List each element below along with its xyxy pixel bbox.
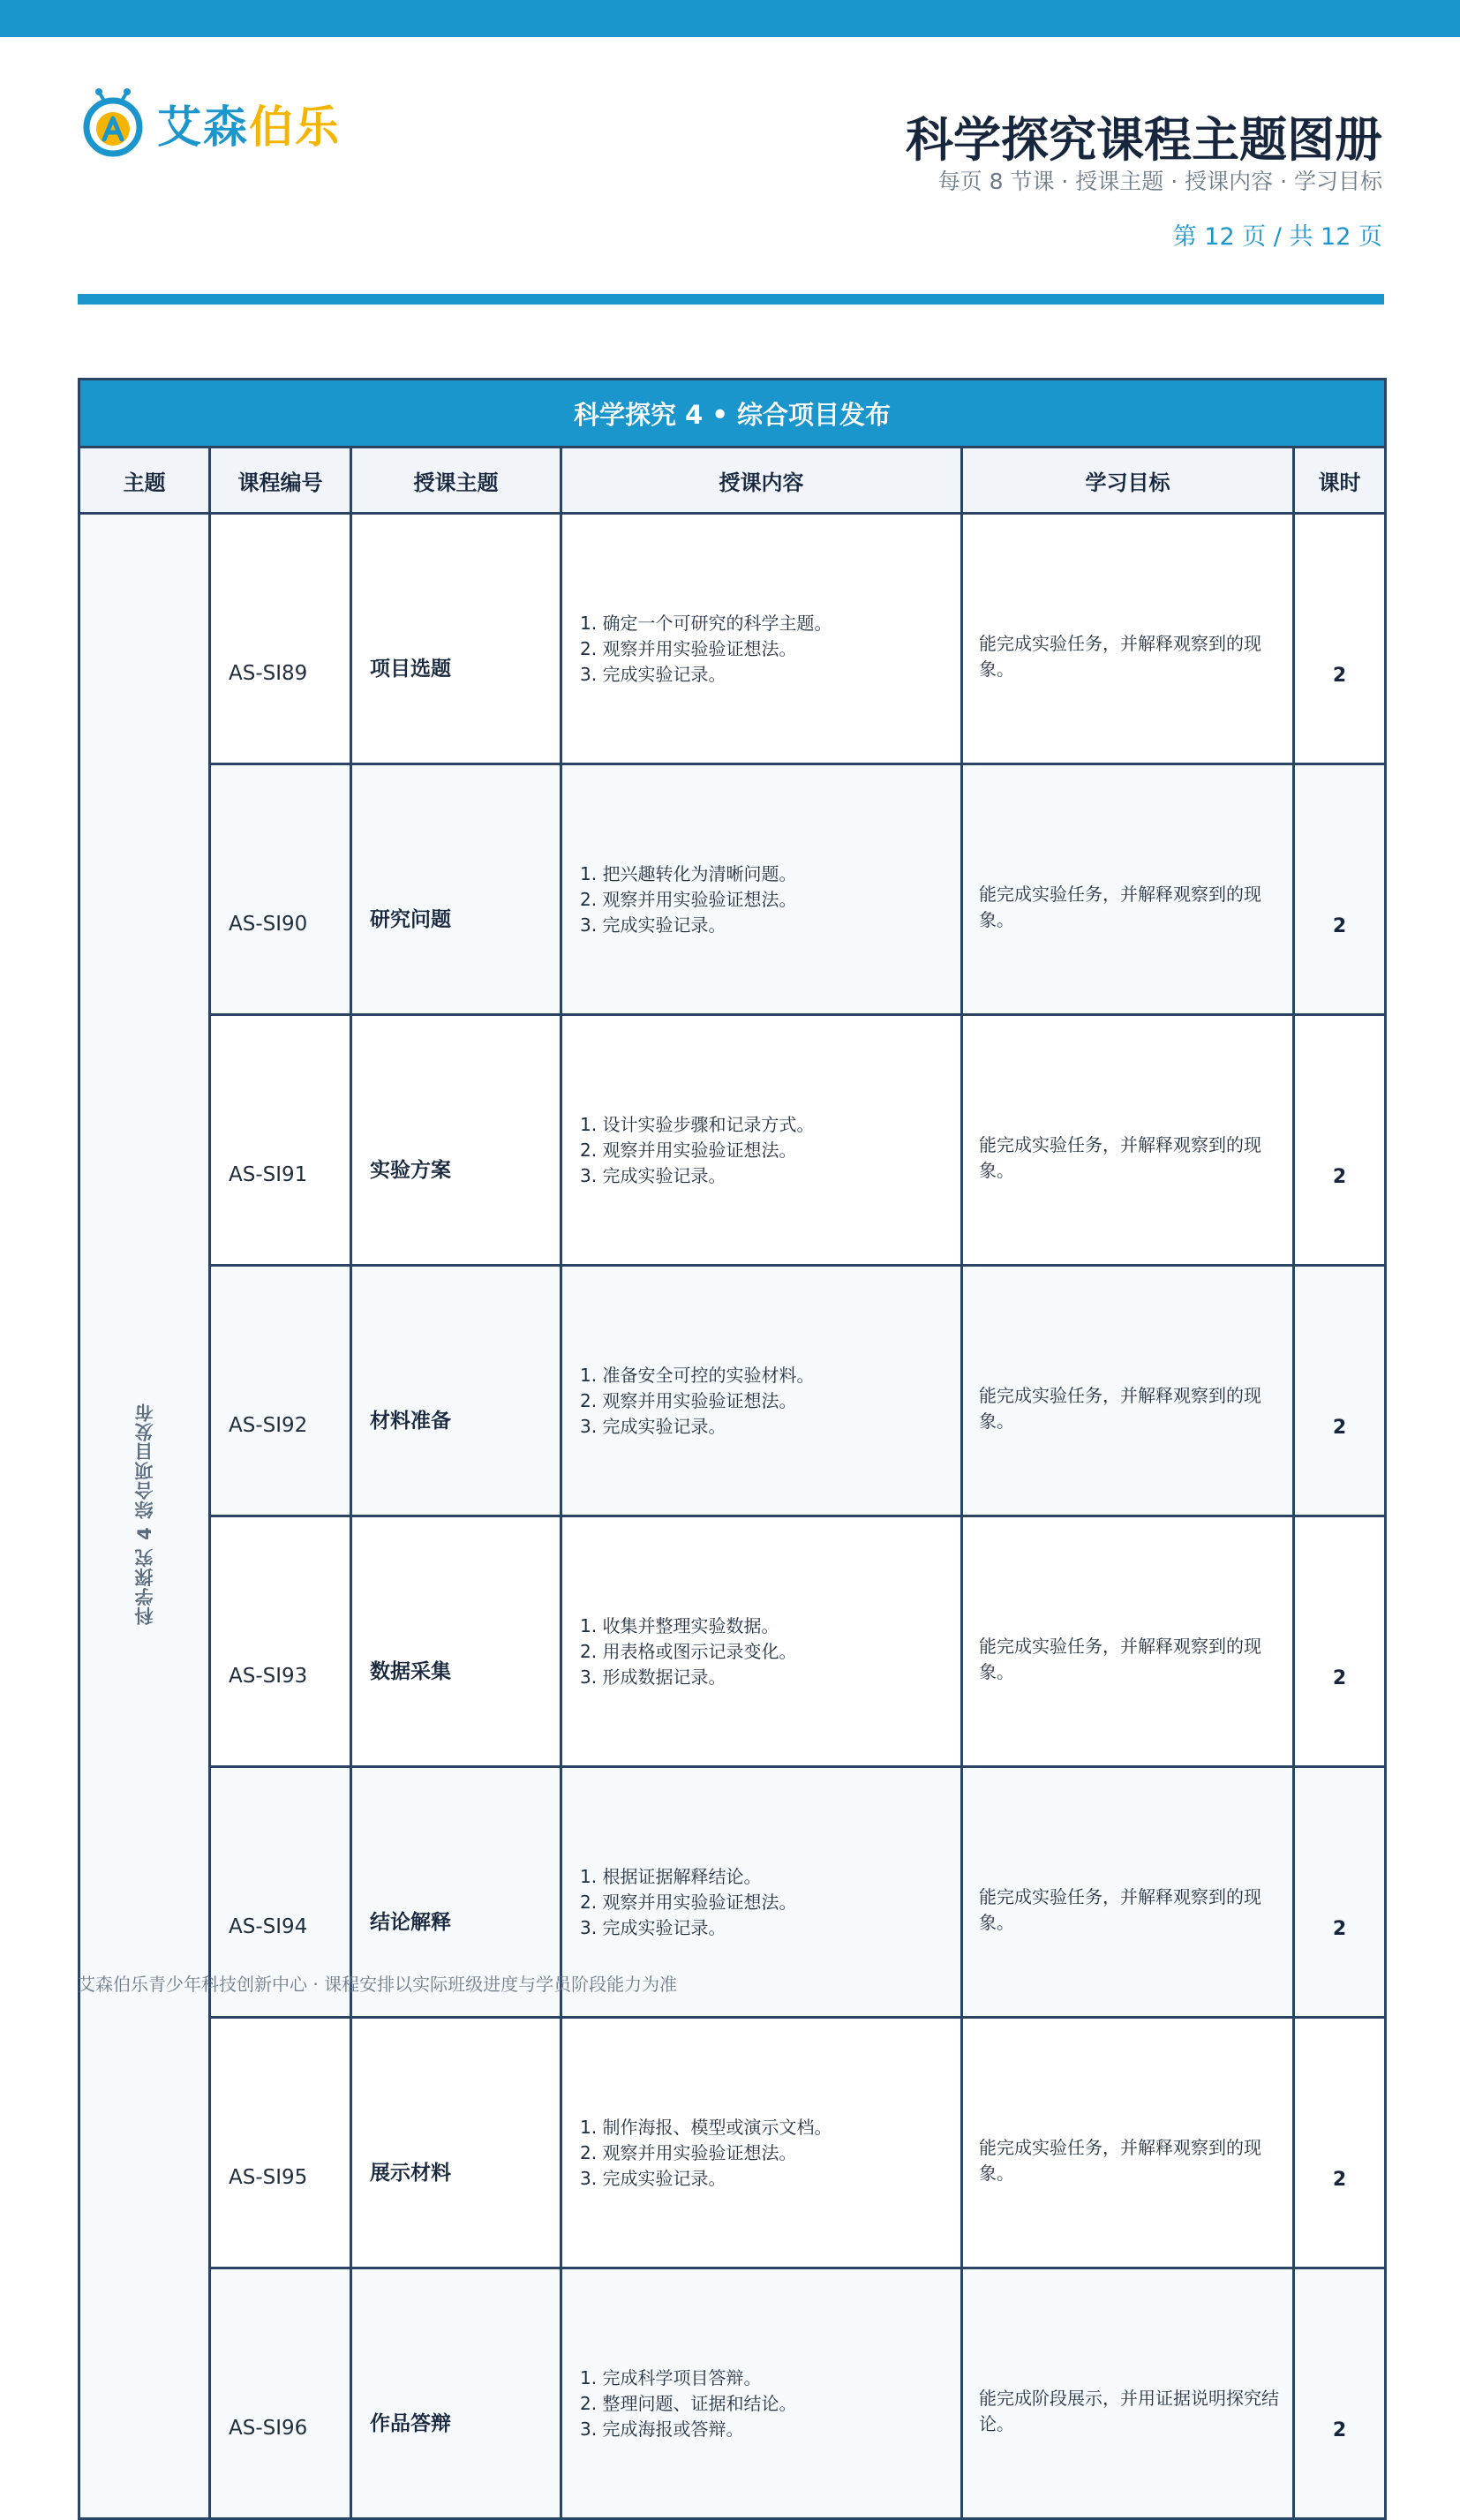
course-table bbox=[78, 378, 1387, 2520]
column-header-hours: 课时 bbox=[1294, 448, 1386, 514]
goal-cell: 能完成实验任务，并解释观察到的现象。 bbox=[962, 514, 1294, 764]
header-divider bbox=[78, 294, 1384, 305]
table-row bbox=[79, 2268, 1386, 2519]
content-line: 3. 完成实验记录。 bbox=[580, 663, 726, 685]
content-cell bbox=[561, 2018, 962, 2268]
goal-cell: 能完成阶段展示，并用证据说明探究结论。 bbox=[962, 2268, 1294, 2519]
course-id-cell: AS-SI93 bbox=[210, 1516, 351, 1767]
topic-cell: 材料准备 bbox=[351, 1266, 561, 1516]
topic-cell: 实验方案 bbox=[351, 1015, 561, 1266]
top-accent-bar bbox=[0, 0, 1460, 37]
topic-cell: 展示材料 bbox=[351, 2018, 561, 2268]
logo-mark-icon bbox=[78, 88, 148, 159]
logo-char: 伯 bbox=[249, 102, 295, 153]
content-cell bbox=[561, 2268, 962, 2519]
goal-cell: 能完成实验任务，并解释观察到的现象。 bbox=[962, 1015, 1294, 1266]
hours-cell: 2 bbox=[1294, 1767, 1386, 2018]
logo-char: 森 bbox=[203, 102, 249, 153]
content-line: 2. 观察并用实验验证想法。 bbox=[580, 1139, 797, 1161]
brand-logo bbox=[78, 88, 341, 159]
content-line: 1. 根据证据解释结论。 bbox=[580, 1865, 762, 1887]
column-header-topic: 授课主题 bbox=[351, 448, 561, 514]
goal-cell: 能完成实验任务，并解释观察到的现象。 bbox=[962, 2018, 1294, 2268]
content-cell bbox=[561, 1015, 962, 1266]
content-line: 3. 完成海报或答辩。 bbox=[580, 2418, 744, 2440]
column-header-content: 授课内容 bbox=[561, 448, 962, 514]
course-table-container bbox=[78, 378, 1384, 2520]
hours-cell: 2 bbox=[1294, 2268, 1386, 2519]
course-id-cell: AS-SI89 bbox=[210, 514, 351, 764]
content-line: 1. 准备安全可控的实验材料。 bbox=[580, 1364, 815, 1386]
footer-note: 艾森伯乐青少年科技创新中心 · 课程安排以实际班级进度与学员阶段能力为准 bbox=[78, 1974, 678, 1995]
theme-label: 科学探究 4 综合项目发布 bbox=[133, 1403, 155, 1626]
content-line: 3. 形成数据记录。 bbox=[580, 1666, 726, 1688]
content-line: 2. 观察并用实验验证想法。 bbox=[580, 637, 797, 659]
content-cell bbox=[561, 1266, 962, 1516]
content-line: 3. 完成实验记录。 bbox=[580, 914, 726, 936]
table-row bbox=[79, 514, 1386, 764]
content-line: 2. 观察并用实验验证想法。 bbox=[580, 1389, 797, 1411]
content-line: 2. 用表格或图示记录变化。 bbox=[580, 1640, 797, 1662]
content-line: 2. 观察并用实验验证想法。 bbox=[580, 888, 797, 910]
column-header-theme: 主题 bbox=[79, 448, 210, 514]
table-row bbox=[79, 764, 1386, 1015]
table-row bbox=[79, 1266, 1386, 1516]
document-subtitle: 每页 8 节课 · 授课主题 · 授课内容 · 学习目标 bbox=[937, 169, 1382, 194]
goal-cell: 能完成实验任务，并解释观察到的现象。 bbox=[962, 1516, 1294, 1767]
goal-cell: 能完成实验任务，并解释观察到的现象。 bbox=[962, 1767, 1294, 2018]
course-id-cell: AS-SI91 bbox=[210, 1015, 351, 1266]
theme-cell bbox=[79, 514, 210, 2519]
content-line: 1. 设计实验步骤和记录方式。 bbox=[580, 1113, 815, 1135]
goal-cell: 能完成实验任务，并解释观察到的现象。 bbox=[962, 1266, 1294, 1516]
goal-cell: 能完成实验任务，并解释观察到的现象。 bbox=[962, 764, 1294, 1015]
hours-cell: 2 bbox=[1294, 1516, 1386, 1767]
course-id-cell: AS-SI90 bbox=[210, 764, 351, 1015]
content-line: 1. 确定一个可研究的科学主题。 bbox=[580, 612, 832, 634]
content-line: 1. 完成科学项目答辩。 bbox=[580, 2366, 762, 2388]
hours-cell: 2 bbox=[1294, 2018, 1386, 2268]
content-line: 2. 整理问题、证据和结论。 bbox=[580, 2392, 797, 2414]
table-body bbox=[79, 514, 1386, 2519]
course-id-cell: AS-SI94 bbox=[210, 1767, 351, 2018]
content-line: 2. 观察并用实验验证想法。 bbox=[580, 1891, 797, 1913]
topic-cell: 作品答辩 bbox=[351, 2268, 561, 2519]
table-row bbox=[79, 1015, 1386, 1266]
content-cell bbox=[561, 514, 962, 764]
topic-cell: 研究问题 bbox=[351, 764, 561, 1015]
content-line: 2. 观察并用实验验证想法。 bbox=[580, 2141, 797, 2163]
course-id-cell: AS-SI95 bbox=[210, 2018, 351, 2268]
hours-cell: 2 bbox=[1294, 514, 1386, 764]
content-line: 1. 收集并整理实验数据。 bbox=[580, 1614, 779, 1636]
column-header-course-id: 课程编号 bbox=[210, 448, 351, 514]
logo-char: 艾 bbox=[157, 102, 203, 153]
logo-wordmark bbox=[157, 92, 341, 155]
column-header-goal: 学习目标 bbox=[962, 448, 1294, 514]
content-line: 3. 完成实验记录。 bbox=[580, 1164, 726, 1186]
topic-cell: 项目选题 bbox=[351, 514, 561, 764]
topic-cell: 结论解释 bbox=[351, 1767, 561, 2018]
hours-cell: 2 bbox=[1294, 1015, 1386, 1266]
page-indicator: 第 12 页 / 共 12 页 bbox=[1172, 223, 1382, 251]
table-row bbox=[79, 1516, 1386, 1767]
content-line: 3. 完成实验记录。 bbox=[580, 2167, 726, 2189]
content-line: 3. 完成实验记录。 bbox=[580, 1415, 726, 1437]
table-row bbox=[79, 2018, 1386, 2268]
content-cell bbox=[561, 764, 962, 1015]
content-line: 3. 完成实验记录。 bbox=[580, 1916, 726, 1938]
document-title: 科学探究课程主题图册 bbox=[906, 112, 1382, 168]
course-id-cell: AS-SI92 bbox=[210, 1266, 351, 1516]
content-cell bbox=[561, 1516, 962, 1767]
topic-cell: 数据采集 bbox=[351, 1516, 561, 1767]
hours-cell: 2 bbox=[1294, 1266, 1386, 1516]
content-line: 1. 把兴趣转化为清晰问题。 bbox=[580, 862, 797, 884]
hours-cell: 2 bbox=[1294, 764, 1386, 1015]
content-line: 1. 制作海报、模型或演示文档。 bbox=[580, 2116, 832, 2138]
logo-char: 乐 bbox=[295, 102, 341, 153]
course-id-cell: AS-SI96 bbox=[210, 2268, 351, 2519]
section-title: 科学探究 4 • 综合项目发布 bbox=[79, 380, 1386, 448]
